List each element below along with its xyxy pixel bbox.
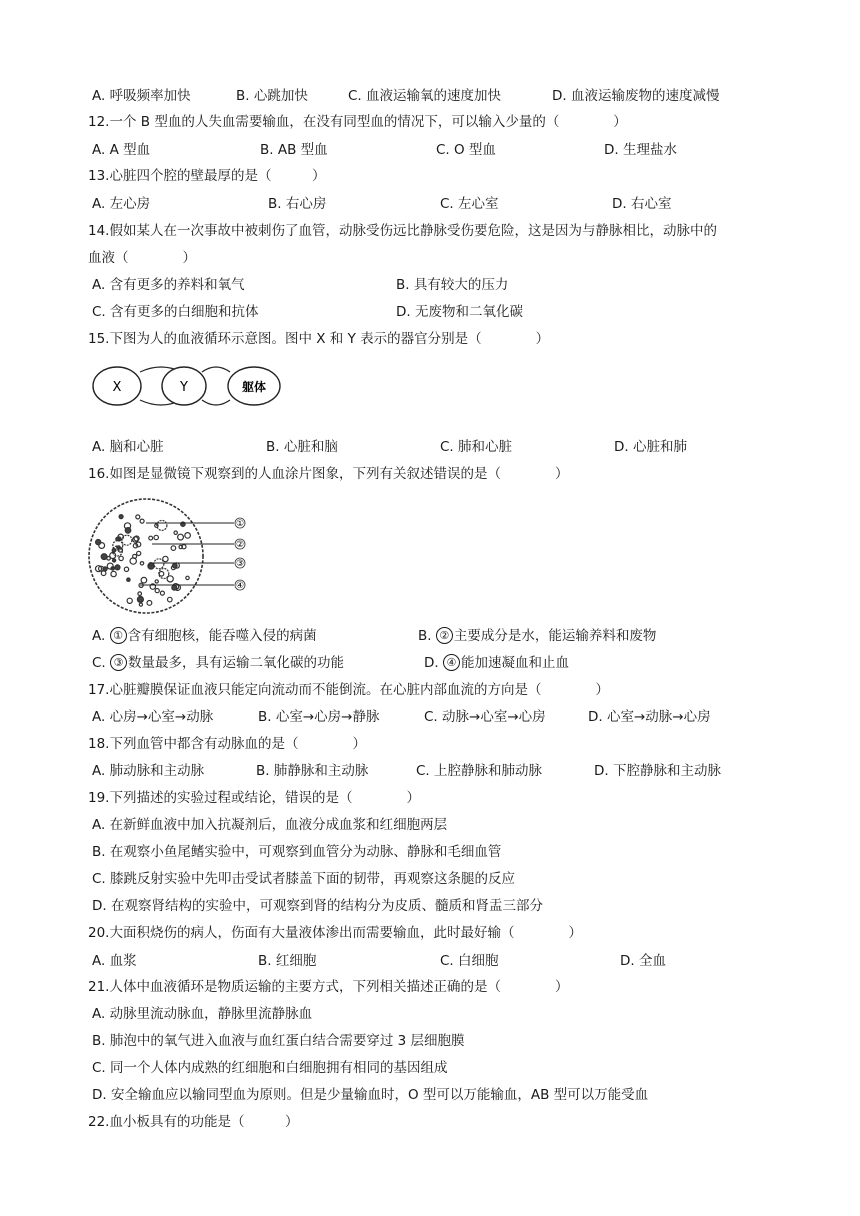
diagram-label-x: X xyxy=(112,380,122,395)
q14-stem-line1: 14.假如某人在一次事故中被刺伤了血管，动脉受伤远比静脉受伤要危险，这是因为与静脉相比，动脉中的 xyxy=(88,223,717,239)
q17-stem: 17.心脏瓣膜保证血液只能定向流动而不能倒流。在心脏内部血流的方向是（ ） xyxy=(88,682,609,698)
q19-option-d: D. 在观察肾结构的实验中，可观察到肾的结构分为皮质、髓质和肾盂三部分 xyxy=(92,898,543,914)
q13-option-a: A. 左心房 xyxy=(92,196,151,212)
blood-cell xyxy=(119,515,123,519)
q12-option-c: C. O 型血 xyxy=(436,142,496,158)
q16-option-a-text: 含有细胞核，能吞噬入侵的病菌 xyxy=(127,628,317,644)
q12-stem: 12.一个 B 型血的人失血需要输血，在没有同型血的情况下，可以输入少量的（ ） xyxy=(88,114,627,130)
q13-option-d: D. 右心室 xyxy=(612,196,672,212)
q16-option-c-text: 数量最多，具有运输二氧化碳的功能 xyxy=(128,655,345,671)
smear-label-1: ① xyxy=(235,519,245,529)
q18-option-c: C. 上腔静脉和肺动脉 xyxy=(416,763,543,779)
q18-option-a: A. 肺动脉和主动脉 xyxy=(92,763,205,779)
blood-cell xyxy=(137,596,143,602)
q21-option-c: C. 同一个人体内成熟的红细胞和白细胞拥有相同的基因组成 xyxy=(92,1060,448,1076)
blood-cell xyxy=(115,565,120,570)
q20-option-c: C. 白细胞 xyxy=(440,953,499,969)
q19-stem: 19.下列描述的实验过程或结论，错误的是（ ） xyxy=(88,790,420,806)
q19-option-a: A. 在新鲜血液中加入抗凝剂后，血液分成血浆和红细胞两层 xyxy=(92,817,448,833)
q15-option-b: B. 心脏和脑 xyxy=(266,439,338,455)
q16-option-b xyxy=(418,626,656,646)
q16-option-a xyxy=(92,626,317,646)
q16-stem: 16.如图是显微镜下观察到的人血涂片图象，下列有关叙述错误的是（ ） xyxy=(88,466,569,482)
q19-option-b: B. 在观察小鱼尾鳍实验中，可观察到血管分为动脉、静脉和毛细血管 xyxy=(92,844,502,860)
diagram-label-y: Y xyxy=(180,380,188,395)
q18-stem: 18.下列血管中都含有动脉血的是（ ） xyxy=(88,736,366,752)
blood-cell xyxy=(127,578,130,581)
q16-option-d-letter: D. xyxy=(424,655,443,671)
smear-label-4: ④ xyxy=(235,581,245,591)
q15-option-d: D. 心脏和肺 xyxy=(614,439,687,455)
diagram-label-body: 躯体 xyxy=(241,380,267,394)
q15-stem: 15.下图为人的血液循环示意图。图中 X 和 Y 表示的器官分别是（ ） xyxy=(88,331,550,347)
q21-stem: 21.人体中血液循环是物质运输的主要方式，下列相关描述正确的是（ ） xyxy=(88,979,569,995)
q17-option-d: D. 心室→动脉→心房 xyxy=(588,709,711,725)
q14-option-d: D. 无废物和二氧化碳 xyxy=(396,304,523,320)
q14-option-b: B. 具有较大的压力 xyxy=(396,277,509,293)
smear-label-2: ② xyxy=(235,540,245,550)
q13-option-b: B. 右心房 xyxy=(268,196,327,212)
q20-option-a: A. 血浆 xyxy=(92,953,137,969)
q11-option-b: B. 心跳加快 xyxy=(236,88,308,104)
q11-option-d: D. 血液运输废物的速度减慢 xyxy=(552,88,720,104)
q14-option-a: A. 含有更多的养料和氧气 xyxy=(92,277,245,293)
q12-option-d: D. 生理盐水 xyxy=(604,142,677,158)
q13-stem: 13.心脏四个腔的壁最厚的是（ ） xyxy=(88,168,326,184)
q20-stem: 20.大面积烧伤的病人，伤面有大量液体渗出而需要输血，此时最好输（ ） xyxy=(88,925,582,941)
q13-option-c: C. 左心室 xyxy=(440,196,499,212)
circled-number-1: ① xyxy=(110,627,127,644)
q11-option-c: C. 血液运输氧的速度加快 xyxy=(348,88,502,104)
circled-number-2: ② xyxy=(436,627,453,644)
q15-option-a: A. 脑和心脏 xyxy=(92,439,164,455)
blood-cell xyxy=(103,567,107,571)
q19-option-c: C. 膝跳反射实验中先叩击受试者膝盖下面的韧带，再观察这条腿的反应 xyxy=(92,871,516,887)
q14-stem-line2: 血液（ ） xyxy=(88,250,196,266)
blood-cell xyxy=(113,559,116,562)
q21-option-a: A. 动脉里流动脉血，静脉里流静脉血 xyxy=(92,1006,313,1022)
q14-option-c: C. 含有更多的白细胞和抗体 xyxy=(92,304,259,320)
q18-option-d: D. 下腔静脉和主动脉 xyxy=(594,763,721,779)
q20-option-b: B. 红细胞 xyxy=(258,953,317,969)
circled-number-4: ④ xyxy=(443,654,460,671)
q22-stem: 22.血小板具有的功能是（ ） xyxy=(88,1114,299,1130)
q16-option-a-letter: A. xyxy=(92,628,110,644)
circulation-diagram xyxy=(90,360,290,412)
smear-label-3: ③ xyxy=(235,559,245,569)
blood-cell xyxy=(96,540,101,545)
q16-option-b-letter: B. xyxy=(418,628,436,644)
q15-option-c: C. 肺和心脏 xyxy=(440,439,513,455)
q16-option-c xyxy=(92,653,344,673)
q11-option-a: A. 呼吸频率加快 xyxy=(92,88,191,104)
q21-option-b: B. 肺泡中的氧气进入血液与血红蛋白结合需要穿过 3 层细胞膜 xyxy=(92,1033,465,1049)
blood-cell xyxy=(101,554,107,560)
q12-option-a: A. A 型血 xyxy=(92,142,151,158)
q16-option-b-text: 主要成分是水，能运输养料和废物 xyxy=(453,628,657,644)
q20-option-d: D. 全血 xyxy=(620,953,666,969)
q18-option-b: B. 肺静脉和主动脉 xyxy=(256,763,369,779)
q21-option-d: D. 安全输血应以输同型血为原则。但是少量输血时，O 型可以万能输血，AB 型可以万能受血 xyxy=(92,1087,649,1103)
blood-cell xyxy=(125,528,131,534)
q16-option-c-letter: C. xyxy=(92,655,111,671)
blood-smear-figure xyxy=(86,494,256,618)
q17-option-b: B. 心室→心房→静脉 xyxy=(258,709,380,725)
blood-cell xyxy=(173,563,178,568)
q16-option-d xyxy=(424,653,569,673)
circled-number-3: ③ xyxy=(110,654,127,671)
q17-option-c: C. 动脉→心室→心房 xyxy=(424,709,546,725)
blood-cell xyxy=(172,585,177,590)
q17-option-a: A. 心房→心室→动脉 xyxy=(92,709,214,725)
q16-option-d-text: 能加速凝血和止血 xyxy=(460,655,569,671)
q12-option-b: B. AB 型血 xyxy=(260,142,328,158)
